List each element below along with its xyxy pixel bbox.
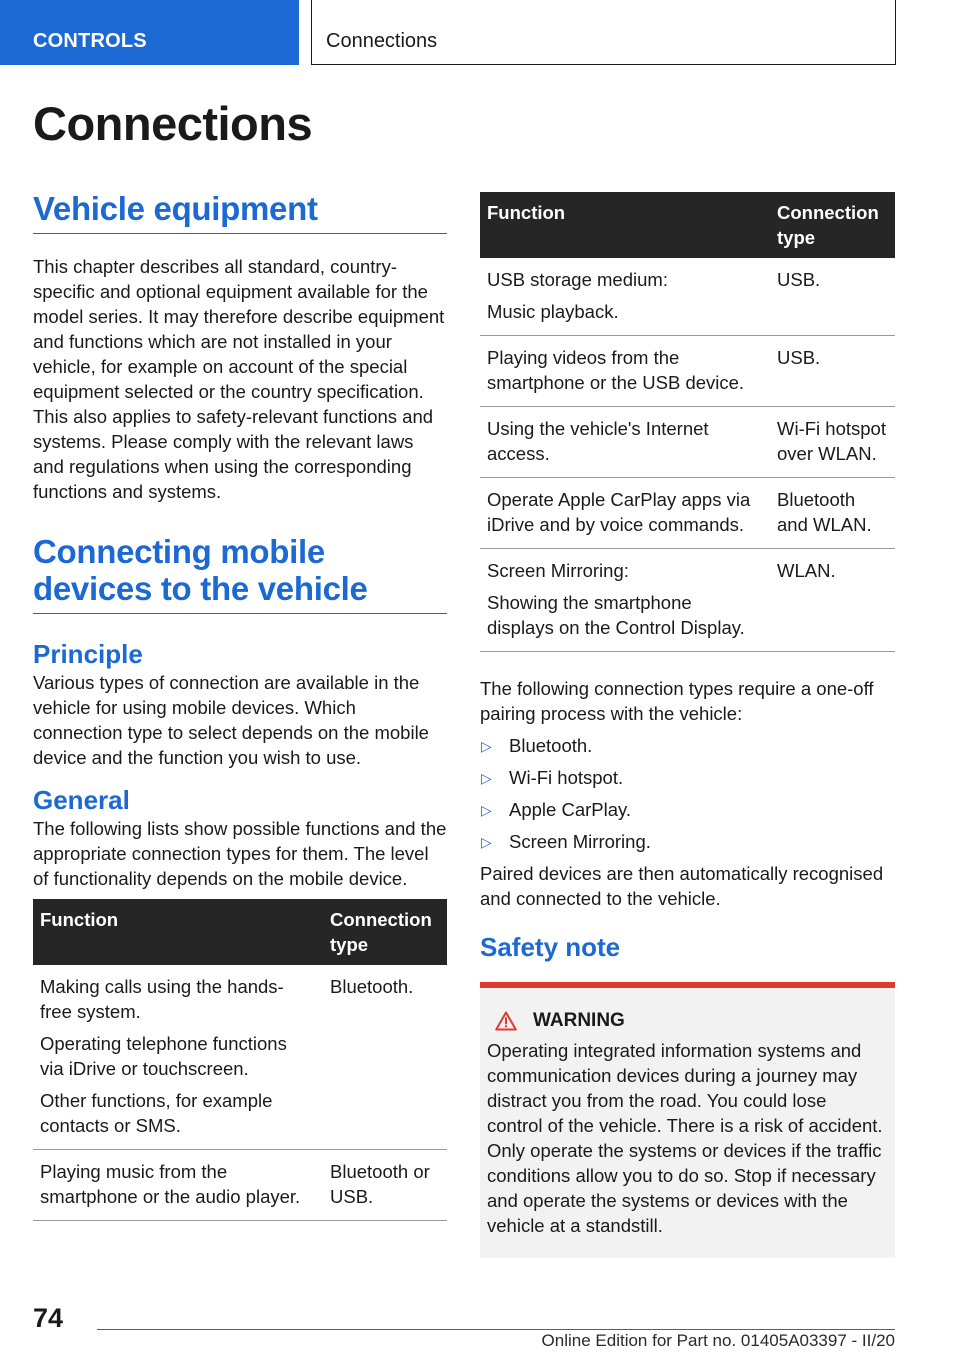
principle-heading: Principle <box>33 639 143 669</box>
table-row <box>480 258 895 336</box>
table-row <box>480 407 895 478</box>
table-header-function: Function <box>33 899 323 965</box>
list-item: ▷ Wi-Fi hotspot. <box>480 765 895 790</box>
table-header-type: Connection type <box>323 899 447 965</box>
table-row <box>480 336 895 407</box>
pairing-list <box>480 733 895 854</box>
type-cell: WLAN. <box>770 549 895 652</box>
function-cell <box>480 258 770 336</box>
connection-table-left <box>33 899 447 1221</box>
table-header-row <box>33 899 447 965</box>
connecting-heading: Connecting mobile devices to the vehicle <box>33 533 447 614</box>
cell-text: Operating telephone functions via iDrive or touchscreen. <box>40 1033 287 1079</box>
cell-text: USB storage medium: <box>487 269 668 290</box>
function-cell <box>480 549 770 652</box>
pairing-outro: Paired devices are then automatically recognised and connected to the vehicle. <box>480 863 884 909</box>
type-cell: USB. <box>770 258 895 336</box>
warning-triangle-icon <box>495 1011 517 1031</box>
cell-text: Playing music from the smartphone or the audio player. <box>40 1161 301 1207</box>
page-title: Connections <box>33 97 313 150</box>
general-heading: General <box>33 785 130 815</box>
list-item: ▷ Screen Mirroring. <box>480 829 895 854</box>
warning-box <box>480 982 895 1258</box>
cell-text: Screen Mirroring: <box>487 560 629 581</box>
table-header-row <box>480 192 895 258</box>
function-cell <box>33 1150 323 1221</box>
type-cell: Bluetooth and WLAN. <box>770 478 895 549</box>
type-cell: Wi-Fi hotspot over WLAN. <box>770 407 895 478</box>
table-header-type: Connection type <box>770 192 895 258</box>
type-cell: Bluetooth or USB. <box>323 1150 447 1221</box>
chapter-tab <box>0 0 299 65</box>
function-cell <box>480 478 770 549</box>
connection-table-right <box>480 192 895 652</box>
left-column <box>33 190 447 1221</box>
cell-text: Playing videos from the smartphone or the USB device. <box>487 347 745 393</box>
vehicle-equipment-heading: Vehicle equipment <box>33 190 447 234</box>
table-row <box>33 1150 447 1221</box>
footer-divider <box>97 1329 895 1330</box>
right-column <box>480 192 895 1258</box>
cell-text: Music playback. <box>487 301 619 322</box>
list-item: ▷ Bluetooth. <box>480 733 895 758</box>
general-body: The following lists show possible functions and the appropriate connection types for them. The level of functionality depends on the mobile device. <box>33 818 447 889</box>
function-cell <box>33 965 323 1150</box>
table-row <box>480 478 895 549</box>
list-item: ▷ Apple CarPlay. <box>480 797 895 822</box>
warning-header <box>487 1010 887 1032</box>
type-cell: USB. <box>770 336 895 407</box>
table-header-function: Function <box>480 192 770 258</box>
edition-note: Online Edition for Part no. 01405A03397 - II/20 <box>541 1331 895 1350</box>
warning-text: Operating integrated information systems and communication devices during a journey may distract you from the road. You could lose control of the vehicle. There is a risk of accident. Only operate the systems or devices if the traffic conditions allow you to do so. Stop if necessary and operate the systems or devices with the vehicle at a standstill. <box>487 1040 883 1236</box>
section-tab <box>311 0 896 65</box>
pairing-intro: The following connection types require a one-off pairing process with the vehicle: <box>480 678 874 724</box>
safety-heading: Safety note <box>480 932 621 962</box>
table-row <box>33 965 447 1150</box>
page-number: 74 <box>33 1303 64 1333</box>
cell-text: Making calls using the hands-free system. <box>40 976 284 1022</box>
section-label: Connections <box>326 30 438 52</box>
warning-label: WARNING <box>533 1010 625 1031</box>
cell-text: Showing the smartphone displays on the Control Display. <box>487 592 745 638</box>
vehicle-equipment-body: This chapter describes all standard, country-specific and optional equipment available for the model series. It may therefore describe equipment and functions which are not installed in your vehicle, for example on account of the special equipment selected or the country specification. This also applies to safety-relevant functions and systems. Please comply with the relevant laws and regulations when using the corresponding functions and systems. <box>33 256 445 502</box>
cell-text: Operate Apple CarPlay apps via iDrive and by voice commands. <box>487 489 751 535</box>
function-cell <box>480 336 770 407</box>
type-cell: Bluetooth. <box>323 965 447 1150</box>
cell-text: Other functions, for example contacts or SMS. <box>40 1090 273 1136</box>
cell-text: Using the vehicle's Internet access. <box>487 418 709 464</box>
table-row <box>480 549 895 652</box>
principle-body: Various types of connection are available in the vehicle for using mobile devices. Which connection type to select depends on the mobile device and the function you wish to use. <box>33 672 429 768</box>
function-cell <box>480 407 770 478</box>
chapter-label: CONTROLS <box>33 30 147 52</box>
